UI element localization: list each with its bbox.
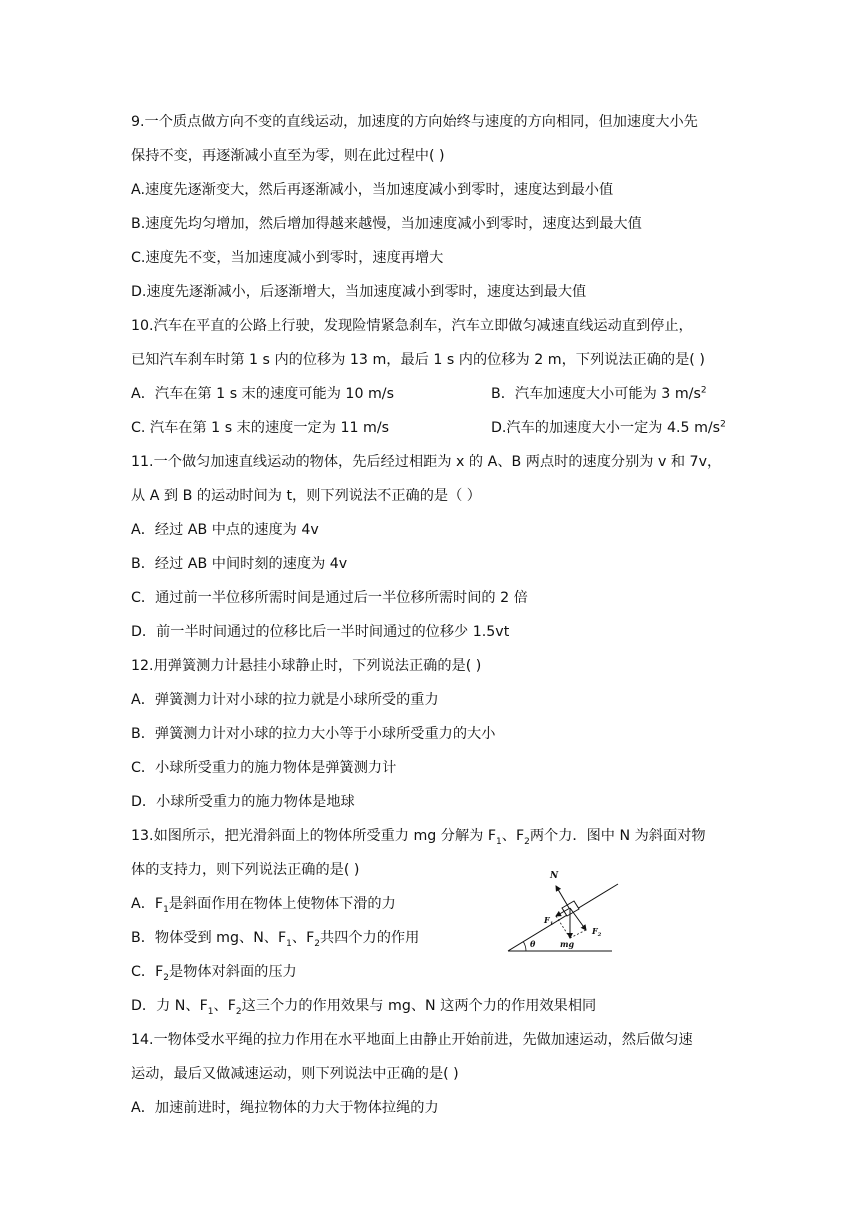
- q13-b-pre: B．物体受到 mg、N、F: [131, 930, 287, 946]
- q13-a-post: 是斜面作用在物体上使物体下滑的力: [168, 896, 396, 912]
- dashed-line-1: [556, 916, 570, 938]
- q13-stem-sub2: 2: [524, 836, 530, 847]
- q13-b-sub2: 2: [314, 938, 320, 949]
- label-mg: mg: [560, 939, 575, 949]
- q11-option-b: B．经过 AB 中间时刻的速度为 4v: [131, 556, 348, 572]
- q9-option-d: D.速度先逐渐减小，后逐渐增大，当加速度减小到零时，速度达到最大值: [131, 284, 587, 300]
- q13-d-sub2: 2: [235, 1006, 242, 1017]
- q9-stem-line2: 保持不变，再逐渐减小直至为零，则在此过程中( ): [131, 148, 445, 164]
- q13-a-sub: 1: [163, 904, 169, 915]
- q13-option-b: [131, 928, 419, 948]
- q11-stem-line2: 从 A 到 B 的运动时间为 t，则下列说法不正确的是（ ）: [131, 488, 481, 504]
- q13-c-pre: C．F: [131, 964, 164, 980]
- label-f2-main: F: [592, 926, 598, 936]
- angle-arc: [524, 942, 527, 951]
- q10-option-b-sup: 2: [700, 385, 707, 396]
- label-f1-sub: 1: [549, 921, 554, 927]
- q10-option-b-text: B．汽车加速度大小可能为 3 m/s: [491, 386, 701, 402]
- q11-option-c: C．通过前一半位移所需时间是通过后一半位移所需时间的 2 倍: [131, 590, 528, 606]
- q13-b-post: 共四个力的作用: [319, 930, 420, 946]
- label-theta: θ: [530, 939, 536, 949]
- q11-option-a: A．经过 AB 中点的速度为 4v: [131, 522, 319, 538]
- q13-stem-pre: 13.如图所示，把光滑斜面上的物体所受重力 mg 分解为 F: [131, 828, 497, 844]
- dashed-line-2: [570, 930, 586, 938]
- q13-stem-post: 两个力．图中 N 为斜面对物: [529, 828, 706, 844]
- label-n: N: [550, 871, 559, 881]
- label-f1-main: F: [544, 915, 550, 925]
- q13-d-pre: D．力 N、F: [131, 998, 208, 1014]
- q12-option-c: C．小球所受重力的施力物体是弹簧测力计: [131, 760, 397, 776]
- q12-option-d: D．小球所受重力的施力物体是地球: [131, 794, 355, 810]
- q10-option-a: A．汽车在第 1 s 末的速度可能为 10 m/s: [131, 386, 394, 402]
- q13-option-c: [131, 962, 297, 982]
- q13-stem-mid: 、F: [501, 828, 525, 844]
- q10-option-d: [491, 418, 726, 438]
- q13-c-post: 是物体对斜面的压力: [169, 964, 297, 980]
- q13-c-sub: 2: [163, 972, 169, 983]
- q9-stem-line1: 9.一个质点做方向不变的直线运动，加速度的方向始终与速度的方向相同，但加速度大小先: [131, 114, 698, 130]
- q13-d-post: 这三个力的作用效果与 mg、N 这两个力的作用效果相同: [241, 998, 597, 1014]
- q12-stem: 12.用弹簧测力计悬挂小球静止时，下列说法正确的是( ): [131, 658, 482, 674]
- q14-stem-line2: 运动，最后又做减速运动，则下列说法中正确的是( ): [131, 1066, 459, 1082]
- q12-option-a: A．弹簧测力计对小球的拉力就是小球所受的重力: [131, 692, 439, 708]
- q9-option-a: A.速度先逐渐变大，然后再逐渐减小，当加速度减小到零时，速度达到最小值: [131, 182, 614, 198]
- q13-a-pre: A．F: [131, 896, 164, 912]
- q10-option-c: C. 汽车在第 1 s 末的速度一定为 11 m/s: [131, 420, 390, 436]
- q13-option-d: [131, 996, 596, 1016]
- q10-option-d-text: D.汽车的加速度大小一定为 4.5 m/s: [491, 420, 721, 436]
- incline-force-diagram: [500, 860, 620, 956]
- q14-option-a: A．加速前进时，绳拉物体的力大于物体拉绳的力: [131, 1100, 439, 1116]
- q13-b-mid: 、F: [291, 930, 315, 946]
- label-f2-sub: 2: [597, 932, 602, 938]
- q13-b-sub1: 1: [286, 938, 292, 949]
- label-f1: [543, 915, 553, 927]
- q13-option-a: [131, 894, 396, 914]
- q13-d-mid: 、F: [213, 998, 236, 1014]
- normal-force-arrow: [556, 886, 569, 908]
- q10-option-d-sup: 2: [720, 419, 726, 430]
- q10-stem-line2: 已知汽车刹车时第 1 s 内的位移为 13 m，最后 1 s 内的位移为 2 m，下列说法正确的是( ): [131, 352, 705, 368]
- f2-arrow: [570, 908, 586, 930]
- q13-stem-sub1: 1: [496, 836, 502, 847]
- q11-option-d: D．前一半时间通过的位移比后一半时间通过的位移少 1.5vt: [131, 624, 510, 640]
- q10-option-b: [491, 384, 707, 404]
- label-f2: [591, 926, 602, 938]
- q9-option-c: C.速度先不变，当加速度减小到零时，速度再增大: [131, 250, 444, 266]
- q13-stem-line1: [131, 826, 706, 846]
- q10-stem-line1: 10.汽车在平直的公路上行驶，发现险情紧急刹车，汽车立即做匀减速直线运动直到停止，: [131, 318, 693, 334]
- q9-option-b: B.速度先均匀增加，然后增加得越来越慢，当加速度减小到零时，速度达到最大值: [131, 216, 642, 232]
- q13-stem-line2: 体的支持力，则下列说法正确的是( ): [131, 862, 360, 878]
- q11-stem-line1: 11.一个做匀加速直线运动的物体，先后经过相距为 x 的 A、B 两点时的速度分别为 v 和 7v，: [131, 454, 722, 470]
- q14-stem-line1: 14.一物体受水平绳的拉力作用在水平地面上由静止开始前进，先做加速运动，然后做匀速: [131, 1032, 693, 1048]
- q12-option-b: B．弹簧测力计对小球的拉力大小等于小球所受重力的大小: [131, 726, 496, 742]
- q13-d-sub1: 1: [207, 1006, 214, 1017]
